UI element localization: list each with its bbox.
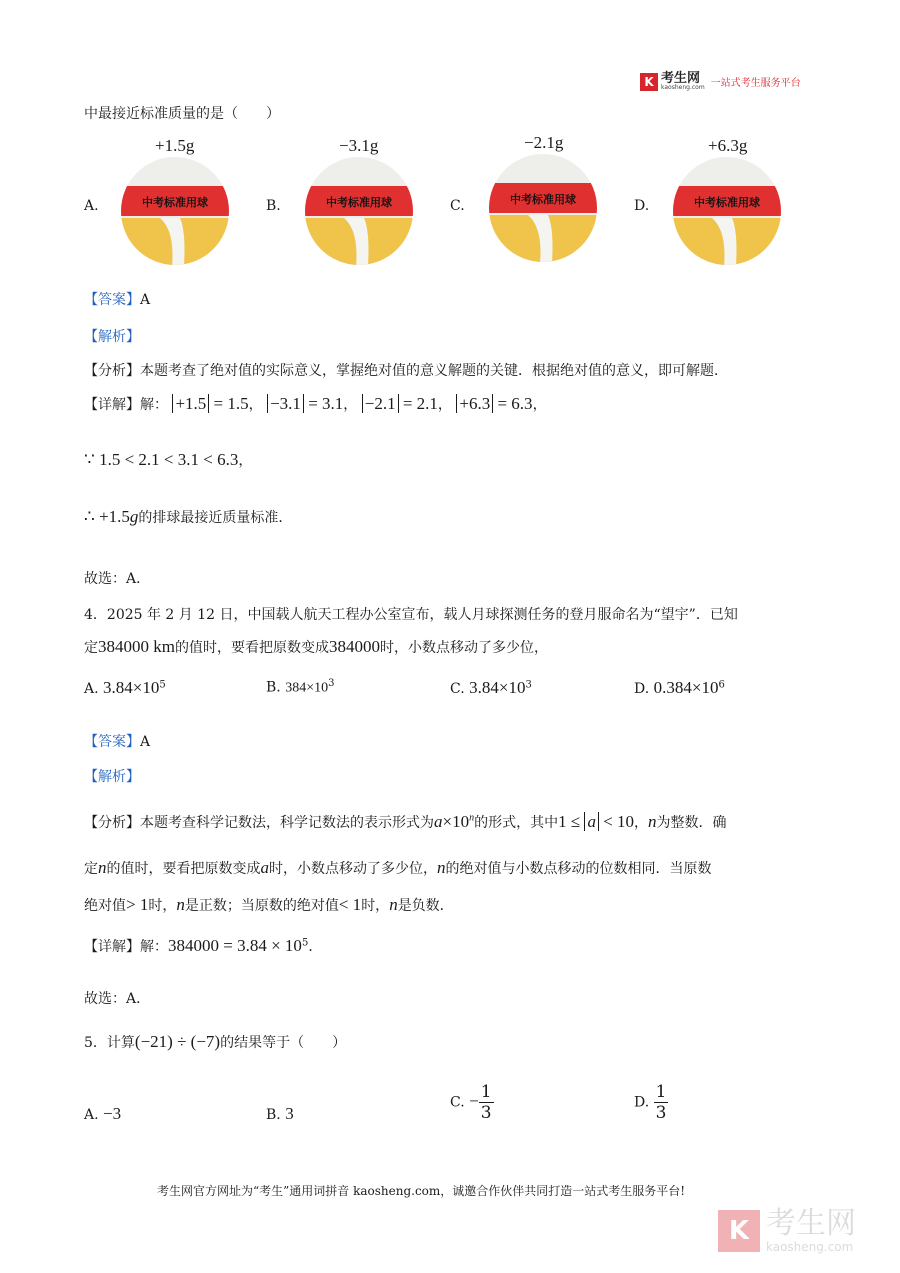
q4-stem-line2-c: 时，小数点移动了多少位， <box>379 640 548 656</box>
q4-fenxi-l3-b: 时， <box>148 898 177 914</box>
q5-stem-a: 5．计算 <box>84 1035 135 1051</box>
footer-text: 考生网官方网址为“考生”通用词拼音 kaosheng.com，诚邀合作伙伴共同打造一站式考生服务平台! <box>157 1184 686 1198</box>
q3-abs-1-result: = 1.5 <box>213 394 249 413</box>
ball-c-label: 中考标准用球 <box>510 193 576 206</box>
q4-detail-eq: 384000 = 3.84 × 10 <box>168 936 302 955</box>
q4-option-c <box>450 678 532 698</box>
watermark-domain: kaosheng.com <box>766 1240 854 1254</box>
q3-comma-3: ， <box>437 397 452 413</box>
q4-stem-line2-b: 的值时，要看把原数变成 <box>174 640 329 656</box>
logo-name: 考生网 <box>661 71 701 86</box>
q4-range-left: 1 ≤ <box>558 812 581 831</box>
q3-option-a-mass: +1.5g <box>155 136 195 155</box>
q3-detail-prefix: 解： <box>140 397 168 413</box>
q5-option-a <box>84 1104 121 1124</box>
q4-answer: A <box>140 734 151 750</box>
q5-option-a-letter: A. <box>84 1107 99 1123</box>
logo-mark-icon: K <box>640 73 658 91</box>
q4-fenxi-l3-lt: < 1 <box>338 895 362 914</box>
q3-fenxi-line <box>84 360 728 380</box>
q4-answer-line <box>84 731 150 751</box>
q5-option-b-value: 3 <box>285 1104 294 1123</box>
q5-stem-expr: (−21) ÷ (−7) <box>134 1032 221 1051</box>
q3-therefore-symbol: ∴ +1.5 <box>84 507 130 526</box>
q3-option-b-letter: B. <box>266 198 281 214</box>
q5-option-d <box>634 1082 668 1123</box>
q4-fenxi-a: 本题考查科学记数法，科学记数法的表示形式为 <box>140 815 434 831</box>
q3-therefore-g: g <box>129 507 139 526</box>
q4-fenxi-l2-b: 的值时，要看把原数变成 <box>106 861 261 877</box>
q4-detail-end: ． <box>308 939 323 955</box>
q4-fenxi-b: 的形式，其中 <box>474 815 559 831</box>
q4-analysis-tag: 【解析】 <box>84 769 140 785</box>
q4-option-c-exp: 3 <box>525 679 532 691</box>
q3-option-c-letter: C. <box>450 198 465 214</box>
q3-option-a-letter: A. <box>84 198 99 214</box>
q4-option-b-exp: 3 <box>328 678 335 689</box>
q4-fenxi-l3-e: 是负数． <box>397 898 454 914</box>
q4-distance-2: 384000 <box>328 637 380 656</box>
q3-answer-line <box>84 289 150 309</box>
q4-detail-prefix: 解： <box>140 939 168 955</box>
q3-because-line <box>84 450 252 470</box>
q4-fenxi-line3 <box>84 895 454 915</box>
q3-choose: 故选：A． <box>84 571 151 587</box>
q4-fenxi-l3-c: 是正数；当原数的绝对值 <box>184 898 339 914</box>
q3-option-d-mass: +6.3g <box>708 136 748 155</box>
q3-abs-2-inner: −3.1 <box>267 394 304 413</box>
logo-slogan: 一站式考生服务平台 <box>710 78 801 89</box>
q4-form-times: ×10 <box>442 812 470 831</box>
q5-stem <box>84 1032 346 1052</box>
q5-option-c-sign: − <box>469 1091 479 1111</box>
q5-option-b <box>266 1104 294 1124</box>
q4-choose: 故选：A． <box>84 991 151 1007</box>
q4-detail-exp: 5 <box>301 937 309 949</box>
q4-fenxi-l2-n2: n <box>437 858 446 877</box>
q4-detail-tag: 【详解】 <box>84 939 140 955</box>
q4-option-a <box>84 678 166 698</box>
q4-fenxi-l3-d: 时， <box>361 898 390 914</box>
q4-option-a-exp: 5 <box>159 679 166 691</box>
q5-stem-b: 的结果等于（ ） <box>220 1035 347 1051</box>
q3-analysis-tag: 【解析】 <box>84 329 140 345</box>
logo-domain: kaosheng.com <box>661 84 705 91</box>
q4-fenxi-d: 为整数．确 <box>656 815 727 831</box>
q3-abs-4-result: = 6.3 <box>497 394 533 413</box>
q4-answer-tag: 【答案】 <box>84 734 140 750</box>
q4-fenxi-l2-a-var: a <box>260 858 269 877</box>
q5-option-d-num: 1 <box>655 1082 667 1102</box>
q4-stem-line1: 4．2025 年 2 月 12 日，中国载人航天工程办公室宣布，载人月球探测任务的登月服命名为“望宇”．已知 <box>84 607 738 623</box>
q5-option-d-fraction <box>654 1082 669 1123</box>
q4-distance: 384000 km <box>98 637 175 656</box>
q3-therefore-line <box>84 507 292 527</box>
q3-abs-3-inner: −2.1 <box>362 394 399 413</box>
q3-option-d-letter: D. <box>634 198 650 214</box>
header-logo <box>640 72 801 91</box>
q4-stem-line2-a: 定 <box>84 640 98 656</box>
volleyball-b-image <box>304 156 414 266</box>
q4-option-b-letter: B. <box>266 679 281 696</box>
watermark-logo-icon: K <box>718 1210 760 1252</box>
ball-a-label: 中考标准用球 <box>142 196 208 209</box>
q4-fenxi-l3-n: n <box>176 895 185 914</box>
q3-comma-5: ， <box>238 453 253 469</box>
q3-stem-tail: 中最接近标准质量的是（ ） <box>84 106 280 122</box>
q3-comma-2: ， <box>343 397 358 413</box>
q5-option-b-letter: B. <box>266 1107 281 1123</box>
q3-answer-tag: 【答案】 <box>84 292 140 308</box>
q4-stem-line2 <box>84 637 548 657</box>
q3-option-c-mass: −2.1g <box>524 133 564 152</box>
q5-option-c-num: 1 <box>480 1082 492 1102</box>
q4-fenxi-l3-n2: n <box>389 895 398 914</box>
q4-fenxi-c: ， <box>634 815 649 831</box>
volleyball-a-image <box>120 156 230 266</box>
q4-form-n: n <box>469 812 475 824</box>
q4-range-right: < 10 <box>603 812 635 831</box>
volleyball-d-image <box>672 156 782 266</box>
q5-option-c-fraction <box>479 1082 494 1123</box>
q4-fenxi-l2-d: 的绝对值与小数点移动的位数相同．当原数 <box>445 861 712 877</box>
q4-option-b-base: 384×10 <box>285 680 329 696</box>
q4-option-d-exp: 6 <box>718 679 725 691</box>
q4-fenxi-l3-a: 绝对值 <box>84 898 126 914</box>
q4-fenxi-tag: 【分析】 <box>84 815 140 831</box>
q3-answer: A <box>140 292 151 308</box>
q5-option-c-den: 3 <box>480 1103 492 1123</box>
footer-watermark <box>718 1208 856 1254</box>
q4-range-a: a <box>587 812 596 831</box>
q5-option-c <box>450 1082 494 1123</box>
q3-detail-tag: 【详解】 <box>84 397 140 413</box>
q3-detail-line <box>84 394 547 414</box>
q4-option-a-base: 3.84×10 <box>103 678 160 697</box>
q4-fenxi-n: n <box>648 812 657 831</box>
watermark-name: 考生网 <box>766 1206 856 1241</box>
q3-option-b-mass: −3.1g <box>339 136 379 155</box>
q4-fenxi-l3-gt: > 1 <box>126 895 149 914</box>
q3-abs-1-inner: +1.5 <box>172 394 209 413</box>
ball-b-label: 中考标准用球 <box>326 196 392 209</box>
q3-comma-4: ， <box>532 397 547 413</box>
q5-option-c-letter: C. <box>450 1094 465 1111</box>
q3-therefore-text: 的排球最接近质量标准． <box>138 510 293 526</box>
q4-fenxi-line2 <box>84 858 712 878</box>
q3-abs-3-result: = 2.1 <box>402 394 438 413</box>
q3-abs-4-inner: +6.3 <box>456 394 493 413</box>
q4-fenxi-l2-n: n <box>98 858 107 877</box>
q4-option-d-base: 0.384×10 <box>653 678 719 697</box>
ball-d-label: 中考标准用球 <box>694 196 760 209</box>
q4-option-d-letter: D. <box>634 681 650 697</box>
q4-fenxi-l2-a: 定 <box>84 861 98 877</box>
q4-option-c-letter: C. <box>450 681 465 697</box>
q3-because: ∵ 1.5 < 2.1 < 3.1 < 6.3 <box>84 450 239 469</box>
q4-option-a-letter: A. <box>84 681 99 697</box>
q4-option-d <box>634 678 725 698</box>
q3-abs-2-result: = 3.1 <box>308 394 344 413</box>
q4-option-c-base: 3.84×10 <box>469 678 526 697</box>
q5-option-a-value: −3 <box>103 1104 122 1123</box>
q5-option-d-den: 3 <box>655 1103 667 1123</box>
q4-option-b <box>266 678 334 697</box>
q3-fenxi-tag: 【分析】 <box>84 363 140 379</box>
q3-fenxi-text: 本题考查了绝对值的实际意义，掌握绝对值的意义解题的关键．根据绝对值的意义，即可解题． <box>140 363 728 379</box>
q3-comma-1: ， <box>248 397 263 413</box>
q4-form-a: a <box>434 812 443 831</box>
q5-option-d-letter: D. <box>634 1094 650 1111</box>
q4-detail-line <box>84 936 322 956</box>
q4-fenxi-line1 <box>84 812 727 832</box>
q4-fenxi-l2-c: 时，小数点移动了多少位， <box>269 861 437 877</box>
volleyball-c-image <box>488 153 598 263</box>
